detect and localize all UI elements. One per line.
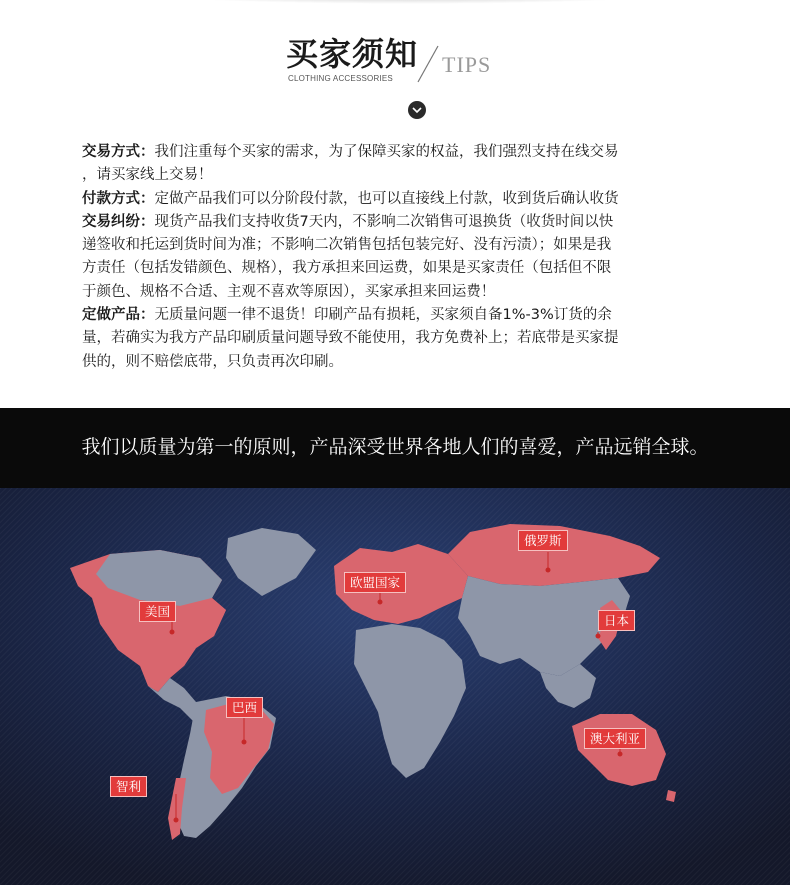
label-brazil: 巴西	[226, 697, 263, 718]
label-chile: 智利	[110, 776, 147, 797]
custom-label: 定做产品：	[82, 307, 155, 324]
dispute-text-1: 现货产品我们支持收货7天内，不影响二次销售可退换货（收货时间以快	[154, 213, 614, 230]
label-usa: 美国	[139, 601, 176, 622]
custom-text-2: 量，若确实为我方产品印刷质量问题导致不能使用，我方免费补上；若底带是买家提	[82, 330, 619, 347]
trade-method-row-2	[82, 164, 712, 187]
trade-method-text-2: ，请买家线上交易！	[82, 167, 213, 184]
custom-text-1: 无质量问题一律不退货！印刷产品有损耗，买家须自备1%-3%订货的余	[154, 307, 612, 324]
trade-method-text: 我们注重每个买家的需求，为了保障买家的权益，我们强烈支持在线交易	[154, 144, 619, 160]
slash-divider-icon	[414, 44, 442, 84]
trade-method-row	[82, 141, 712, 164]
payment-label: 付款方式：	[82, 190, 155, 207]
dispute-text-3: 方责任（包括发错颜色、规格），我方承担来回运费，如果是买家责任（包括但不限	[82, 260, 612, 277]
payment-row	[82, 188, 712, 211]
dispute-text-2: 递签收和托运到货时间为准；不影响二次销售包括包装完好、没有污渍）；如果是我	[82, 237, 612, 254]
dispute-row	[82, 211, 712, 234]
dispute-row-4	[82, 281, 712, 304]
custom-row-3	[82, 351, 712, 374]
dispute-label: 交易纠纷：	[82, 213, 155, 230]
chevron-down-icon	[408, 101, 426, 119]
label-eu: 欧盟国家	[344, 572, 406, 593]
page-subtitle: CLOTHING ACCESSORIES	[288, 74, 393, 83]
page-title: 买家须知	[286, 35, 419, 73]
quality-banner	[0, 408, 790, 488]
trade-method-label: 交易方式：	[82, 144, 155, 160]
world-map	[0, 488, 790, 885]
world-map-graphic	[0, 488, 790, 885]
dispute-row-2	[82, 234, 712, 257]
custom-text-3: 供的，则不赔偿底带，只负责再次印刷。	[82, 353, 343, 370]
banner-text: 我们以质量为第一的原则，产品深受世界各地人们的喜爱，产品远销全球。	[81, 436, 709, 458]
payment-text: 定做产品我们可以分阶段付款，也可以直接线上付款，收到货后确认收货	[154, 190, 619, 207]
top-shadow-divider	[100, 0, 720, 22]
custom-row	[82, 304, 712, 327]
tips-label: TIPS	[442, 52, 492, 77]
label-japan: 日本	[598, 610, 635, 631]
buyer-notice	[82, 141, 712, 374]
custom-row-2	[82, 327, 712, 350]
label-australia: 澳大利亚	[584, 728, 646, 749]
label-russia: 俄罗斯	[518, 530, 568, 551]
dispute-text-4: 于颜色、规格不合适、主观不喜欢等原因），买家承担来回运费！	[82, 283, 496, 300]
dispute-row-3	[82, 257, 712, 280]
